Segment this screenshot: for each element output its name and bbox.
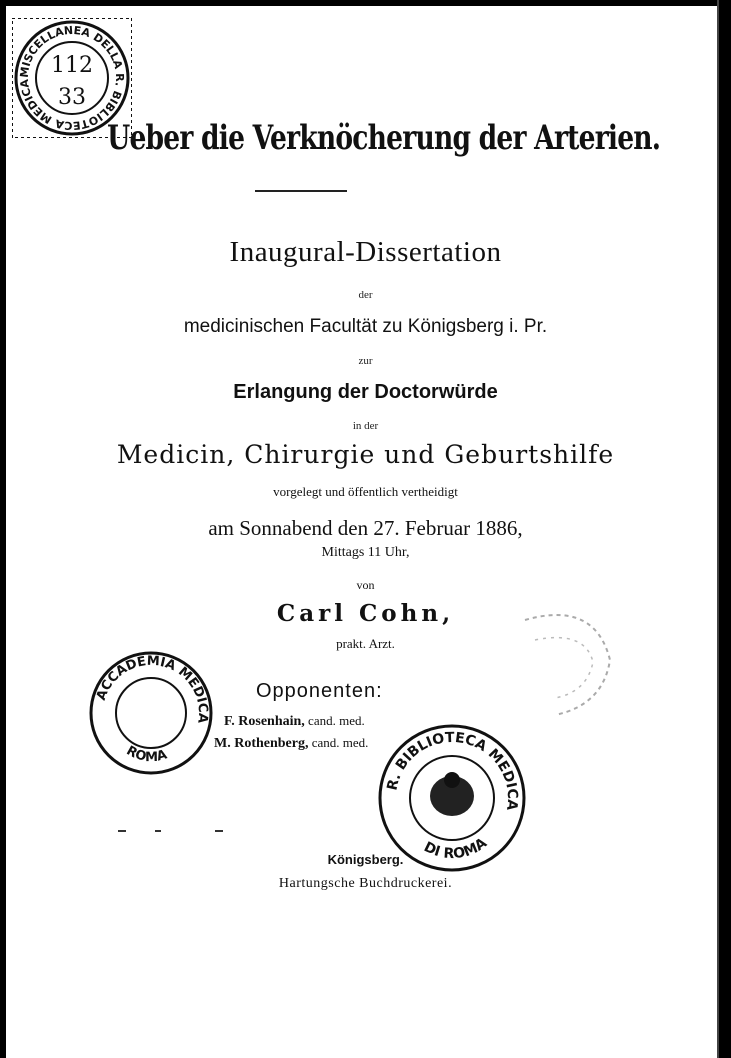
von-text: von [356, 578, 375, 592]
faint-stamp [515, 600, 620, 720]
time-line: Mittags 11 Uhr, [321, 545, 410, 560]
stamp-number-1: 112 [51, 53, 93, 78]
biblioteca-ring-text: R. BIBLIOTECA MEDICA [384, 729, 521, 812]
in-der-text: in der [352, 420, 379, 432]
erlangung-line: Erlangung der Doctorwürde [233, 381, 498, 403]
place-line: Königsberg. [327, 852, 404, 867]
svg-text:ACCADEMIA MEDICA [94, 654, 210, 724]
faculty-line: medicinischen Facultät zu Königsberg i. Pr. [183, 316, 548, 337]
printer-line: Hartungsche Buchdruckerei. [278, 876, 453, 891]
opponent-2-name: M. Rothenberg, [214, 736, 309, 751]
vorgelegt-line: vorgelegt und öffentlich vertheidigt [273, 484, 458, 499]
author-title: prakt. Arzt. [336, 636, 395, 651]
dissertation-heading: Inaugural-Dissertation [229, 236, 502, 268]
opponent-2 [214, 735, 368, 752]
stamp-number-2: 33 [58, 85, 86, 110]
date-line: am Sonnabend den 27. Februar 1886, [208, 516, 523, 540]
opponent-1-title: cand. med. [308, 713, 365, 728]
rule-dash [155, 830, 161, 832]
rule-dash [215, 830, 223, 832]
accademia-stamp [86, 648, 216, 778]
document-title: Ueber die Verknöcherung der Arterien. [107, 118, 661, 158]
scan-edge-top [0, 0, 731, 6]
fields-line: Medicin, Chirurgie und Geburtshilfe [116, 440, 615, 469]
zur-text: zur [358, 355, 373, 367]
opponent-1-name: F. Rosenhain, [224, 714, 305, 729]
opponent-1 [224, 713, 365, 730]
title-rule [255, 190, 347, 192]
author-name: Carl Cohn, [276, 600, 455, 627]
der-text: der [358, 289, 373, 301]
accademia-bottom-text: ROMA [123, 743, 169, 766]
biblioteca-bottom-text: DI ROMA [421, 835, 490, 863]
accademia-ring-text: ACCADEMIA MEDICA [93, 653, 211, 724]
library-stamp-ring-text: MISCELLANEA DELLA R. BIBLIOTECA MEDICA [17, 23, 127, 133]
rule-dash [118, 830, 126, 832]
opponents-label: Opponenten: [256, 680, 383, 702]
opponent-2-title: cand. med. [311, 735, 369, 750]
